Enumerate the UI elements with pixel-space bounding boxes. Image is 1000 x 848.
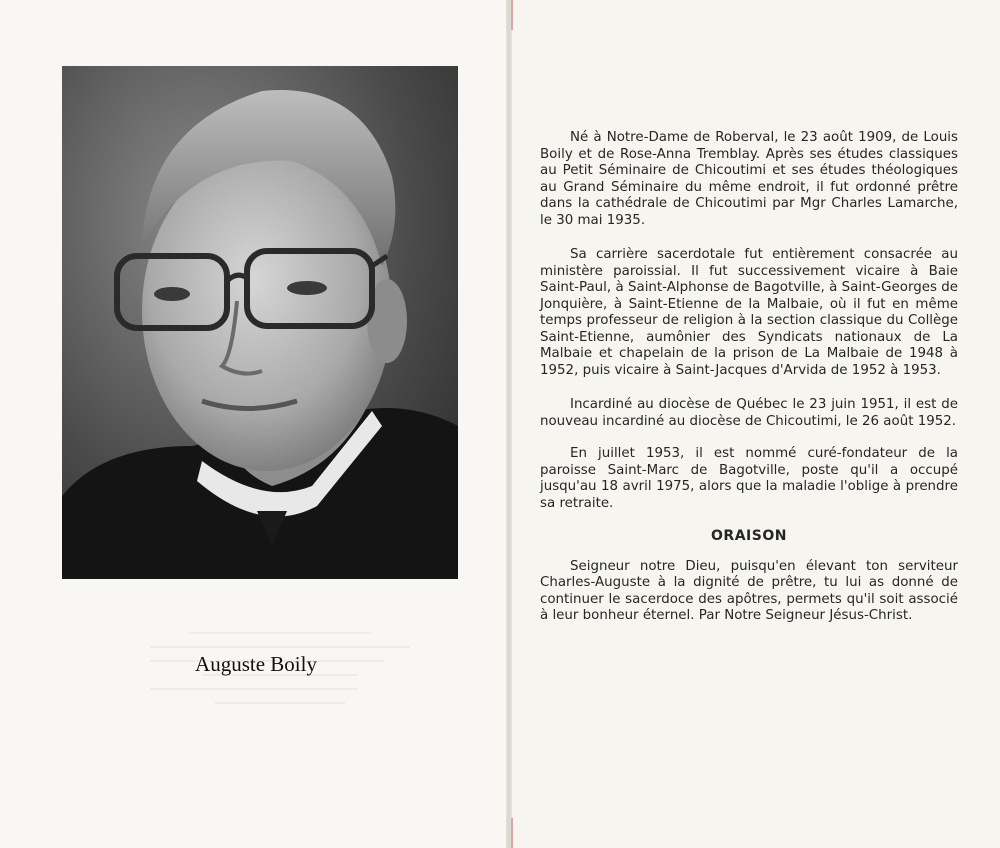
portrait-photo (62, 66, 458, 579)
bio-paragraph-career: Sa carrière sacerdotale fut entièrement consacrée au ministère paroissial. Il fut successivement vicaire à Baie Saint-Paul, à Saint-Alphonse de Bagotville, à Saint-Georges de Jonquière, à Saint-Etienne de la Malbaie, où il fut en même temps professeur de religion à la section classique du Collège Saint-Etienne, aumônier des Syndicats nationaux de La Malbaie et chapelain de la prison de La Malbaie de 1948 à 1952, puis vicaire à Saint-Jacques d'Arvida de 1952 à 1953. (540, 247, 958, 378)
bio-paragraph-parish: En juillet 1953, il est nommé curé-fondateur de la paroisse Saint-Marc de Bagotville, poste qu'il a occupé jusqu'au 18 avril 1975, alors que la maladie l'oblige à prendre sa retraite. (540, 446, 958, 511)
prayer-text: Seigneur notre Dieu, puisqu'en élevant ton serviteur Charles-Auguste à la dignité de prêtre, tu lui as donné de continuer le sacerdoce des apôtres, permets qu'il soit associé à leur bonheur éternel. Par Notre Seigneur Jésus-Christ. (540, 558, 958, 623)
prayer-heading: ORAISON (711, 528, 787, 544)
binding-mark-top (511, 0, 513, 30)
bio-paragraph-birth: Né à Notre-Dame de Roberval, le 23 août 1909, de Louis Boily et de Rose-Anna Tremblay. Après ses études classiques au Petit Séminaire de Chicoutimi et ses études théologiques au Grand Séminaire du même endroit, il fut ordonné prêtre dans la cathédrale de Chicoutimi par Mgr Charles Lamarche, le 30 mai 1935. (540, 130, 958, 228)
show-through-text (150, 620, 410, 780)
portrait-caption: Auguste Boily (195, 652, 317, 676)
biography-text (540, 130, 958, 643)
page-gutter (506, 0, 512, 848)
binding-mark-bottom (511, 818, 513, 848)
bio-paragraph-incardination: Incardiné au diocèse de Québec le 23 juin 1951, il est de nouveau incardiné au diocèse de Chicoutimi, le 26 août 1952. (540, 397, 958, 429)
